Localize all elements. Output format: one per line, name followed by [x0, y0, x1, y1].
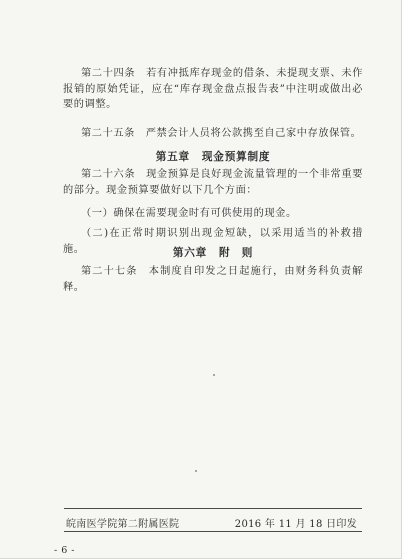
footer-organization: 皖南医学院第二附属医院 — [66, 519, 180, 530]
scan-speck — [213, 374, 215, 376]
chapter-5-heading — [63, 149, 363, 164]
article-26-item-1: （一）确保在需要现金时有可供使用的现金。 — [81, 208, 297, 219]
page-number: - 6 - — [54, 545, 76, 556]
chapter-5-number: 第五章 — [155, 151, 190, 163]
article-27: 第二十七条 本制度自印发之日起施行，由财务科负责解释。 — [63, 266, 363, 293]
chapter-6-title: 附 则 — [219, 247, 254, 259]
chapter-6-number: 第六章 — [172, 247, 207, 259]
chapter-5-title: 现金预算制度 — [201, 151, 271, 163]
chapter-6-heading — [63, 245, 363, 260]
footer-bottom-rule — [64, 531, 362, 532]
article-25: 第二十五条 严禁会计人员将公款携至自己家中存放保管。 — [81, 128, 362, 139]
footer-top-rule — [64, 508, 362, 509]
article-24: 第二十四条 若有冲抵库存现金的借条、未提现支票、未作报销的原始凭证，应在“库存现金盘点报告表”中注明或做出必要的调整。 — [63, 68, 363, 111]
article-26-item-2: （二)在正常时期识别出现金短缺，以采用适当的补救措施。 — [63, 228, 363, 255]
scan-speck — [195, 470, 197, 472]
article-26: 第二十六条 现金预算是良好现金流量管理的一个非常重要的部分。现金预算要做好以下几个方面： — [63, 169, 363, 196]
footer-issue-date: 2016 年 11 月 18 日印发 — [234, 519, 357, 530]
